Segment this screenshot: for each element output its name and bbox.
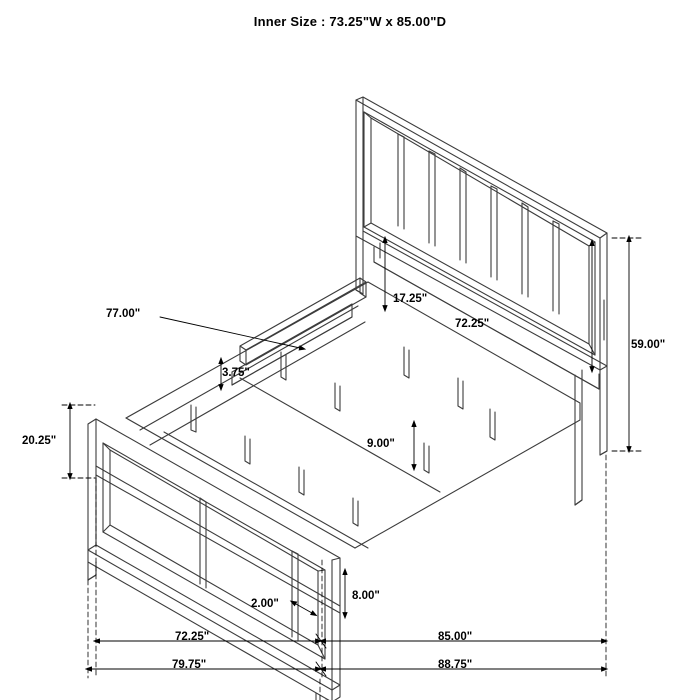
dim-outer-depth: 88.75" bbox=[438, 659, 473, 671]
dim-outer-width: 79.75" bbox=[172, 659, 207, 671]
dim-floor-clearance: 8.00" bbox=[352, 590, 380, 602]
dim-headboard-height: 59.00" bbox=[631, 339, 666, 351]
dim-side-rail-length: 77.00" bbox=[106, 308, 141, 320]
dim-headboard-to-rail: 72.25" bbox=[455, 318, 490, 330]
page-title: Inner Size : 73.25"W x 85.00"D bbox=[253, 14, 447, 29]
dim-foot-offset: 2.00" bbox=[251, 598, 279, 610]
dim-inner-width: 72.25" bbox=[175, 631, 210, 643]
dim-rail-thickness: 3.75" bbox=[222, 367, 250, 379]
dim-footboard-height: 20.25" bbox=[22, 435, 57, 447]
dim-headboard-panel-height: 17.25" bbox=[393, 293, 428, 305]
dim-inner-depth: 85.00" bbox=[438, 631, 473, 643]
dim-slat-clearance: 9.00" bbox=[367, 438, 395, 450]
